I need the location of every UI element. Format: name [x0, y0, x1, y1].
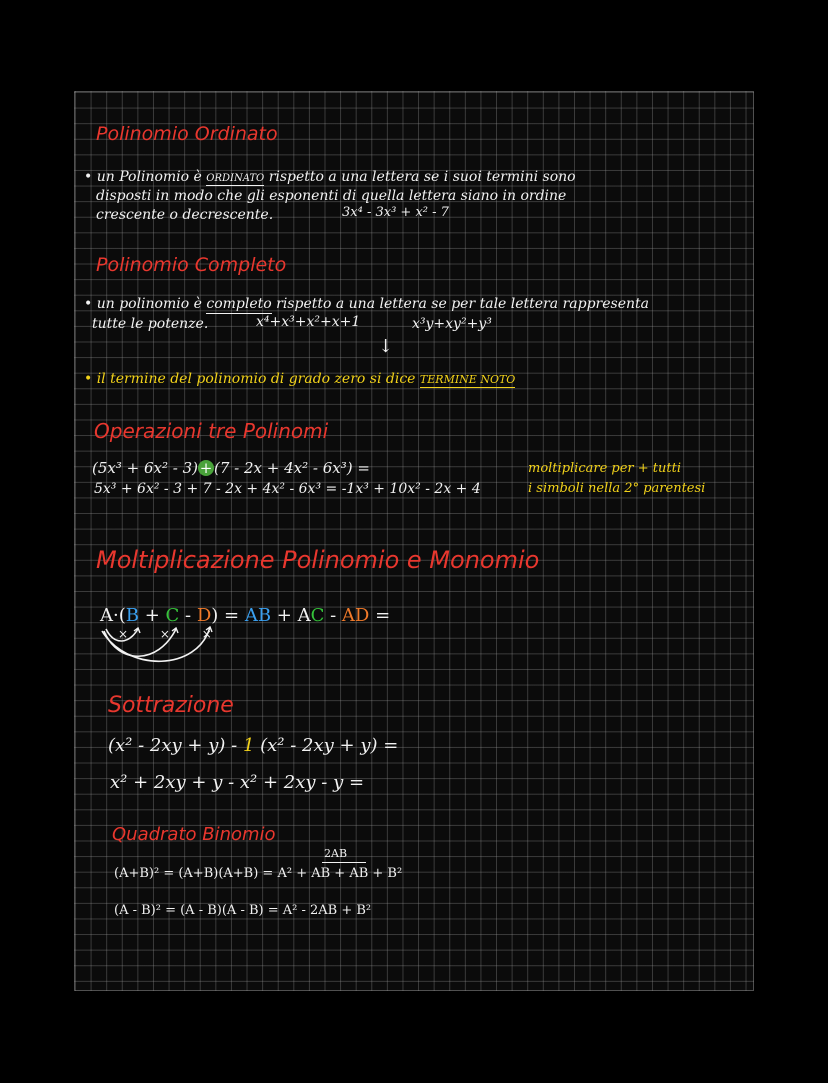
operazioni-expr-1a: (5x³ + 6x² - 3): [92, 459, 198, 477]
multiplication-marks: × × ×: [118, 627, 226, 641]
formula-minus: -: [179, 605, 197, 626]
section-title-ordinato: Polinomio Ordinato: [96, 123, 278, 145]
formula-c: C: [165, 605, 180, 626]
ordinato-line-2: disposti in modo che gli esponenti di quella lettera siano in ordine: [96, 188, 567, 204]
quadrato-line-2: (A - B)² = (A - B)(A - B) = A² - 2AB + B²: [114, 903, 372, 918]
sottrazione-line-1b: (x² - 2xy + y) =: [254, 735, 399, 756]
formula-end: =: [369, 605, 391, 626]
termine-noto-keyword: TERMINE NOTO: [419, 373, 516, 386]
ordinato-line-3: crescente o decrescente.: [96, 207, 274, 223]
sottrazione-one: 1: [242, 735, 255, 756]
section-title-operazioni: Operazioni tre Polinomi: [94, 419, 329, 443]
quadrato-line-1: (A+B)² = (A+B)(A+B) = A² + AB + AB + B²: [114, 866, 403, 881]
formula-a: A·(: [100, 605, 126, 626]
quadrato-overline: [322, 862, 366, 863]
formula-close: ): [211, 605, 219, 626]
formula-ab: AB: [244, 605, 272, 626]
completo-line-2: tutte le potenze.: [92, 316, 209, 332]
formula-ac-a: A: [297, 605, 311, 626]
operazioni-note-1: moltiplicare per + tutti: [528, 461, 681, 476]
formula-m: -: [324, 605, 342, 626]
formula-b: B: [125, 605, 139, 626]
formula-ac-c: C: [310, 605, 325, 626]
section-title-quadrato: Quadrato Binomio: [112, 824, 276, 845]
sottrazione-line-1a: (x² - 2xy + y) -: [108, 735, 243, 756]
operazioni-expr-1: [92, 460, 370, 476]
completo-example-1: x⁴+x³+x²+x+1: [256, 314, 361, 330]
completo-keyword: completo: [206, 296, 272, 312]
formula-ad: AD: [341, 605, 370, 626]
sottrazione-line-1: [108, 737, 398, 755]
plus-highlight: +: [199, 459, 213, 477]
operazioni-expr-1b: (7 - 2x + 4x² - 6x³) =: [214, 459, 370, 477]
formula-eq: =: [218, 605, 245, 626]
sottrazione-line-2: x² + 2xy + y - x² + 2xy - y =: [110, 772, 365, 793]
ordinato-line-1: [84, 170, 576, 184]
formula-p1: +: [271, 605, 298, 626]
formula-d: D: [196, 605, 212, 626]
completo-arrow: ↓: [378, 336, 394, 357]
section-title-moltiplicazione: Moltiplicazione Polinomio e Monomio: [96, 546, 540, 574]
ordinato-line-1b: rispetto a una lettera se i suoi termini sono: [264, 169, 576, 185]
operazioni-note-2: i simboli nella 2° parentesi: [528, 481, 706, 496]
termine-noto-text: • il termine del polinomio di grado zero si dice: [84, 371, 420, 387]
quadrato-over: 2AB: [324, 847, 348, 860]
formula-plus: +: [138, 605, 166, 626]
section-title-sottrazione: Sottrazione: [108, 693, 234, 718]
completo-line-1b: rispetto a una lettera se per tale lettera rappresenta: [271, 296, 649, 312]
termine-noto-line: [84, 372, 515, 386]
ordinato-line-1a: • un Polinomio è: [84, 169, 207, 185]
moltiplicazione-formula: [100, 607, 390, 625]
ordinato-example: 3x⁴ - 3x³ + x² - 7: [342, 205, 449, 220]
grid-paper-sheet: [74, 91, 754, 991]
completo-line-1: [84, 297, 649, 311]
completo-line-1a: • un polinomio è: [84, 296, 207, 312]
operazioni-expr-2: 5x³ + 6x² - 3 + 7 - 2x + 4x² - 6x³ = -1x³ + 10x² - 2x + 4: [94, 481, 481, 497]
section-title-completo: Polinomio Completo: [96, 254, 287, 276]
ordinato-keyword: ORDINATO: [206, 173, 265, 184]
completo-example-2: x³y+xy²+y³: [412, 316, 492, 332]
